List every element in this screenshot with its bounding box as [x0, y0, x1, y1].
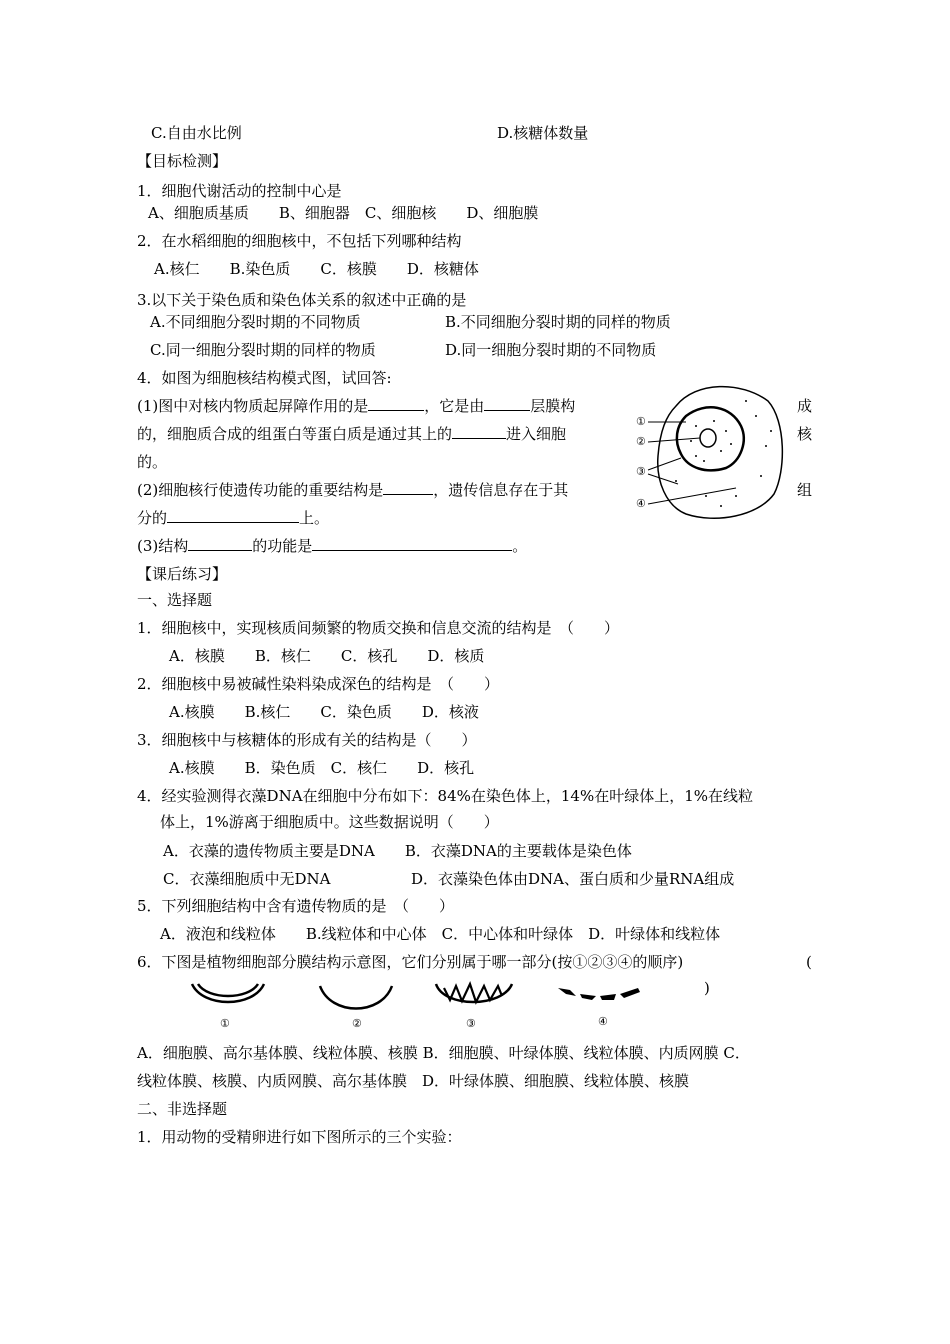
nucleus-diagram-svg — [636, 376, 786, 526]
option-c: C.自由水比例 — [151, 124, 242, 142]
q4-text: 层膜构 — [530, 397, 576, 415]
membrane-label: ① — [220, 1017, 230, 1030]
q4-text: ，遗传信息存在于其 — [433, 481, 569, 499]
hw-q1-options: A．核膜 B．核仁 C．核孔 D．核质 — [169, 647, 485, 665]
q3-stem: 3.以下关于染色质和染色体关系的叙述中正确的是 — [137, 291, 467, 309]
hw-q1-stem: 1．细胞核中，实现核质间频繁的物质交换和信息交流的结构是 （ ） — [137, 619, 620, 637]
q2-stem: 2．在水稻细胞的细胞核中，不包括下列哪种结构 — [137, 232, 462, 250]
figure-label: ④ — [636, 497, 646, 510]
q4-part1-line2 — [137, 424, 566, 444]
hw-q6-answers-line1: A．细胞膜、高尔基体膜、线粒体膜、核膜 B．细胞膜、叶绿体膜、线粒体膜、内质网膜 C． — [137, 1044, 750, 1062]
q4-part1-line3: 的。 — [137, 453, 168, 471]
hw-q6-paren-close: ) — [704, 979, 710, 997]
hw-q2-stem: 2．细胞核中易被碱性染料染成深色的结构是 （ ） — [137, 675, 500, 693]
figure-label: ③ — [636, 465, 646, 478]
membrane-figure-1 — [188, 978, 268, 1038]
answer-blank[interactable] — [484, 396, 530, 411]
q4-right-char: 成 — [797, 397, 813, 415]
hw-q4-option-c: C．衣藻细胞质中无DNA — [163, 870, 331, 888]
q4-text: ，它是由 — [424, 397, 485, 415]
membrane-fragment — [600, 994, 616, 1000]
q4-text: 分的 — [137, 509, 168, 527]
membrane-figure-4 — [556, 980, 646, 1038]
membrane-curve-inner — [198, 984, 258, 996]
q4-text: 进入细胞 — [506, 425, 567, 443]
figure-label: ① — [636, 415, 646, 428]
section-heading-target: 【目标检测】 — [137, 152, 228, 170]
hw-q5-stem: 5．下列细胞结构中含有遗传物质的是 （ ） — [137, 897, 455, 915]
section-choice: 一、选择题 — [137, 591, 213, 609]
pointer-line-4 — [648, 488, 736, 504]
membrane-svg-3 — [432, 974, 516, 1018]
hw-q4-stem-line2: 体上，1%游离于细胞质中。这些数据说明（ ） — [160, 813, 499, 831]
hw-q4-stem-line1: 4．经实验测得衣藻DNA在细胞中分布如下：84%在染色体上，14%在叶绿体上，1%在线粒 — [137, 787, 754, 805]
membrane-fragment — [558, 988, 576, 996]
answer-blank[interactable] — [312, 536, 512, 551]
hw-q5-options: A．液泡和线粒体 B.线粒体和中心体 C．中心体和叶绿体 D．叶绿体和线粒体 — [160, 925, 721, 943]
membrane-fragment — [580, 994, 596, 1000]
hw-q4-option-d: D．衣藻染色体由DNA、蛋白质和少量RNA组成 — [411, 870, 735, 888]
q1-options: A、细胞质基质 B、细胞器 C、细胞核 D、细胞膜 — [148, 204, 539, 222]
section-heading-homework: 【课后练习】 — [137, 565, 228, 583]
answer-blank[interactable] — [188, 536, 252, 551]
q4-part2-line2 — [137, 508, 329, 528]
q3-option-b: B.不同细胞分裂时期的同样的物质 — [445, 313, 671, 331]
membrane-curve-outer — [192, 984, 264, 1002]
answer-blank[interactable] — [368, 396, 424, 411]
q3-option-d: D.同一细胞分裂时期的不同物质 — [445, 341, 657, 359]
hw-q3-stem: 3．细胞核中与核糖体的形成有关的结构是（ ） — [137, 731, 477, 749]
membrane-figure-2 — [316, 978, 396, 1038]
membrane-figure-3 — [432, 974, 516, 1038]
q4-stem: 4．如图为细胞核结构模式图，试回答: — [137, 369, 392, 387]
pointer-line-3a — [648, 458, 681, 470]
membrane-label: ③ — [466, 1017, 476, 1030]
section-nonchoice: 二、非选择题 — [137, 1100, 228, 1118]
q3-option-a: A.不同细胞分裂时期的不同物质 — [150, 313, 361, 331]
membrane-fragment — [620, 988, 640, 998]
pointer-line-3b — [648, 474, 678, 484]
q2-options: A.核仁 B.染色质 C．核膜 D．核糖体 — [154, 260, 479, 278]
q4-right-char: 组 — [797, 481, 813, 499]
q4-text: 。 — [512, 537, 528, 555]
q4-text: 的功能是 — [252, 537, 313, 555]
q4-text: 上。 — [299, 509, 330, 527]
membrane-curve-single — [320, 986, 392, 1009]
nonchoice-q1: 1．用动物的受精卵进行如下图所示的三个实验： — [137, 1128, 462, 1146]
pointer-line-2 — [648, 438, 700, 442]
answer-blank[interactable] — [383, 480, 433, 495]
q4-text: (1)图中对核内物质起屏障作用的是 — [137, 397, 369, 415]
q4-text: (3)结构 — [137, 537, 189, 555]
membrane-label: ④ — [598, 1015, 608, 1028]
membrane-label: ② — [352, 1017, 362, 1030]
option-d: D.核糖体数量 — [497, 124, 589, 142]
q4-text: (2)细胞核行使遗传功能的重要结构是 — [137, 481, 384, 499]
figure-label: ② — [636, 435, 646, 448]
nucleolus — [700, 429, 716, 447]
membrane-svg-2 — [316, 978, 396, 1018]
q4-right-char: 核 — [797, 425, 813, 443]
q3-option-c: C.同一细胞分裂时期的同样的物质 — [150, 341, 376, 359]
nucleus-structure-figure — [636, 376, 786, 526]
q4-part2-line1 — [137, 480, 568, 500]
q4-part1-line1 — [137, 396, 575, 416]
answer-blank[interactable] — [167, 508, 299, 523]
hw-q6-stem: 6．下图是植物细胞部分膜结构示意图，它们分别属于哪一部分(按①②③④的顺序) — [137, 953, 684, 971]
answer-blank[interactable] — [452, 424, 506, 439]
q4-text: 的，细胞质合成的组蛋白等蛋白质是通过其上的 — [137, 425, 453, 443]
membrane-svg-1 — [188, 978, 268, 1018]
hw-q3-options: A.核膜 B．染色质 C．核仁 D．核孔 — [169, 759, 475, 777]
chromatin-dots — [675, 400, 772, 507]
q4-part3 — [137, 536, 527, 556]
hw-q6-paren-open: ( — [806, 953, 812, 971]
hw-q4-options-ab: A．衣藻的遗传物质主要是DNA B．衣藻DNA的主要载体是染色体 — [163, 842, 632, 860]
membrane-svg-4 — [556, 980, 646, 1010]
q1-stem: 1．细胞代谢活动的控制中心是 — [137, 182, 342, 200]
hw-q2-options: A.核膜 B.核仁 C．染色质 D．核液 — [169, 703, 479, 721]
hw-q6-answers-line2: 线粒体膜、核膜、内质网膜、高尔基体膜 D．叶绿体膜、细胞膜、线粒体膜、核膜 — [137, 1072, 690, 1090]
